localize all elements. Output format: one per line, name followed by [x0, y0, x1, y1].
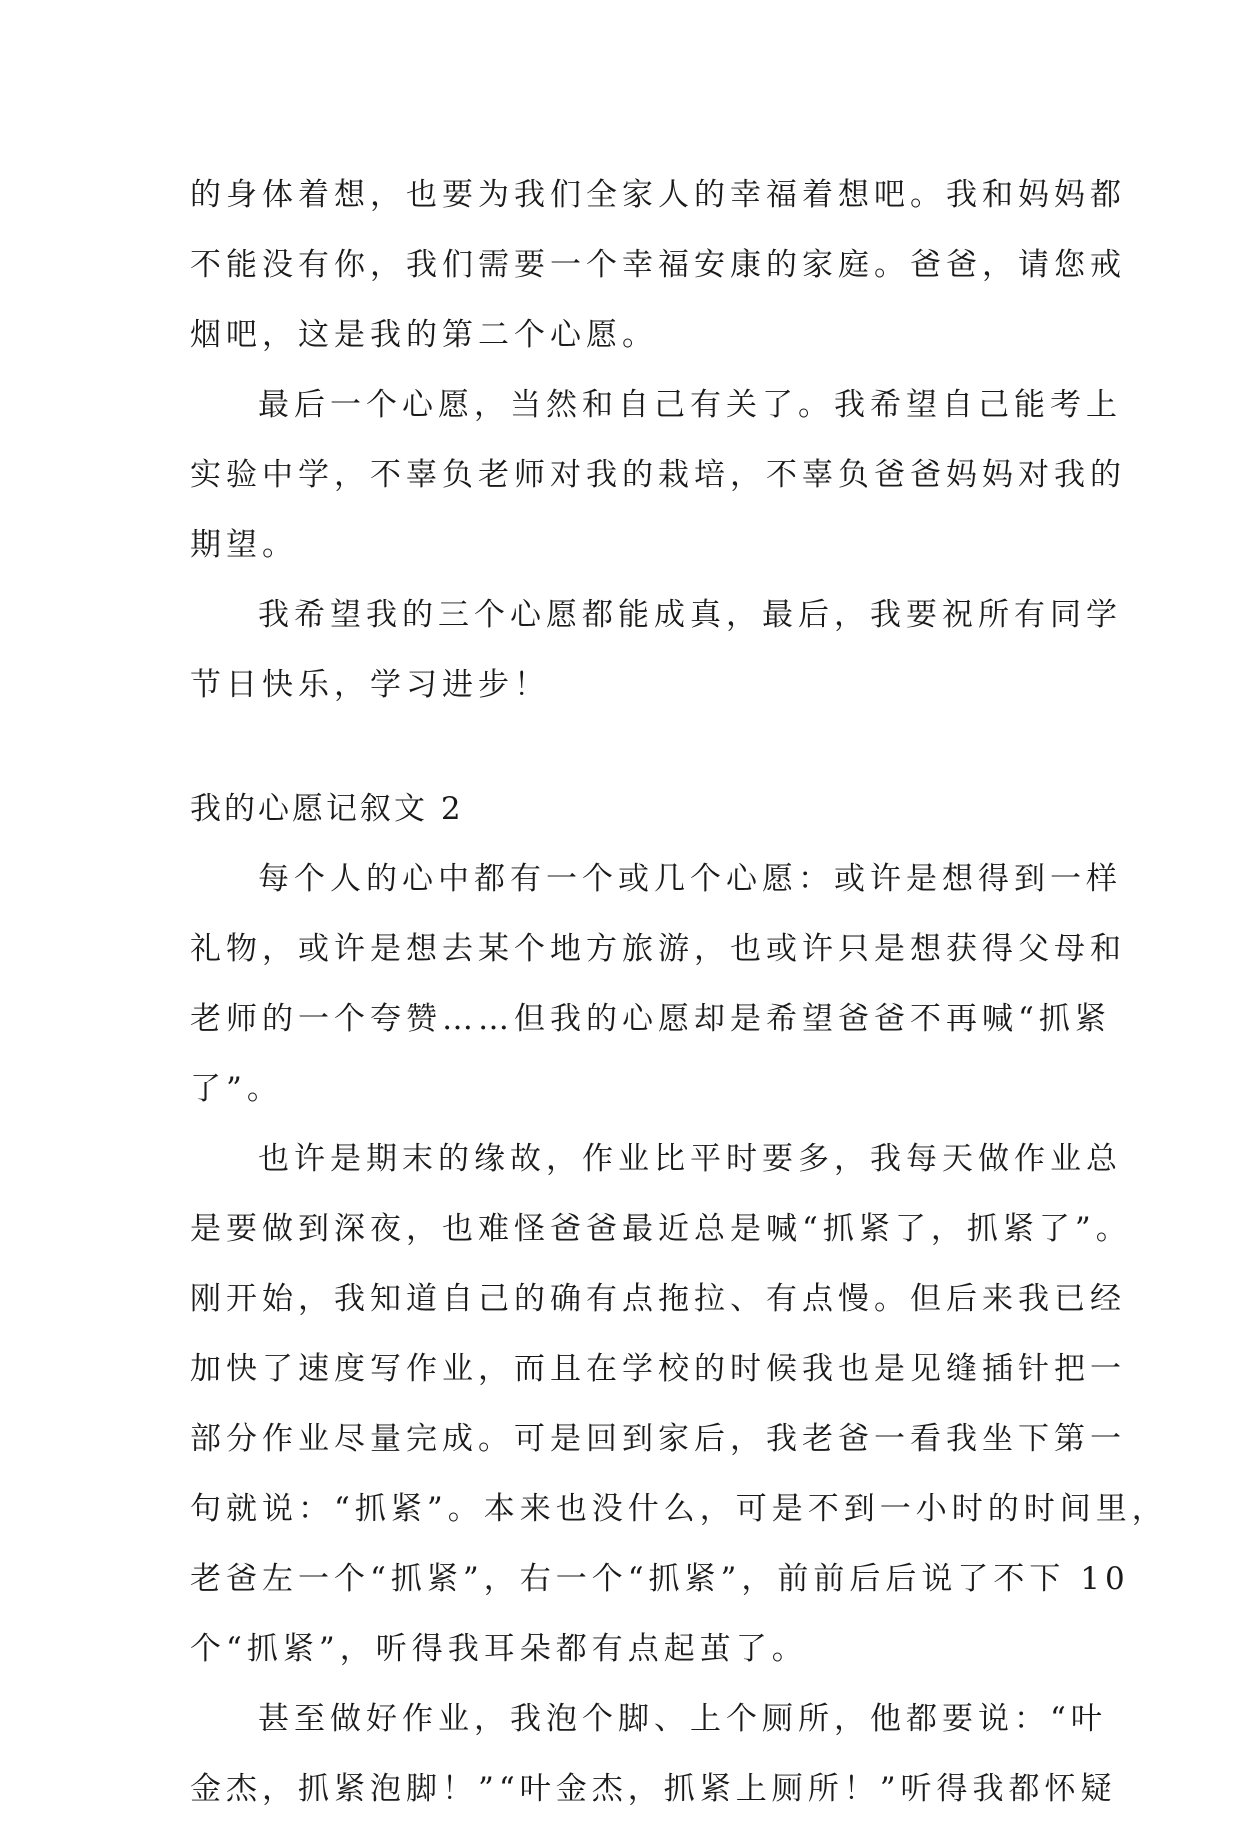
text-line: 期望。	[190, 527, 298, 563]
paragraph	[190, 1124, 1168, 1684]
text-line: 部分作业尽量完成。可是回到家后，我老爸一看我坐下第一	[190, 1421, 1126, 1457]
text-line: 也许是期末的缘故，作业比平时要多，我每天做作业总	[258, 1141, 1122, 1177]
text-line: 我希望我的三个心愿都能成真，最后，我要祝所有同学	[258, 597, 1122, 633]
text-line: 了”。	[190, 1071, 283, 1107]
text-line: 老爸左一个“抓紧”，右一个“抓紧”，前前后后说了不下 10	[190, 1561, 1130, 1597]
text-line: 金杰，抓紧泡脚！”“叶金杰，抓紧上厕所！”听得我都怀疑	[190, 1771, 1117, 1807]
text-line: 刚开始，我知道自己的确有点拖拉、有点慢。但后来我已经	[190, 1281, 1126, 1317]
document-page	[190, 160, 1168, 1824]
paragraph	[190, 580, 1122, 720]
paragraph	[190, 160, 1126, 370]
text-line: 礼物，或许是想去某个地方旅游，也或许只是想获得父母和	[190, 931, 1126, 967]
text-line: 实验中学，不辜负老师对我的栽培，不辜负爸爸妈妈对我的	[190, 457, 1126, 493]
text-line: 句就说：“抓紧”。本来也没什么，可是不到一小时的时间里，	[190, 1491, 1168, 1527]
text-line: 节日快乐，学习进步！	[190, 667, 550, 703]
text-line: 甚至做好作业，我泡个脚、上个厕所，他都要说：“叶	[258, 1701, 1107, 1737]
text-line: 最后一个心愿，当然和自己有关了。我希望自己能考上	[258, 387, 1122, 423]
text-line: 的身体着想，也要为我们全家人的幸福着想吧。我和妈妈都	[190, 177, 1126, 213]
text-line: 烟吧，这是我的第二个心愿。	[190, 317, 658, 353]
text-line: 不能没有你，我们需要一个幸福安康的家庭。爸爸，请您戒	[190, 247, 1126, 283]
text-line: 是要做到深夜，也难怪爸爸最近总是喊“抓紧了，抓紧了”。	[190, 1211, 1132, 1247]
text-line: 每个人的心中都有一个或几个心愿：或许是想得到一样	[258, 861, 1122, 897]
text-line: 个“抓紧”，听得我耳朵都有点起茧了。	[190, 1631, 808, 1667]
paragraph	[190, 844, 1126, 1124]
paragraph	[190, 1684, 1117, 1824]
paragraph	[190, 370, 1126, 580]
section-title: 我的心愿记叙文 2	[190, 791, 464, 827]
text-line: 老师的一个夸赞……但我的心愿却是希望爸爸不再喊“抓紧	[190, 1001, 1111, 1037]
section-gap	[190, 720, 1060, 774]
text-line: 加快了速度写作业，而且在学校的时候我也是见缝插针把一	[190, 1351, 1126, 1387]
